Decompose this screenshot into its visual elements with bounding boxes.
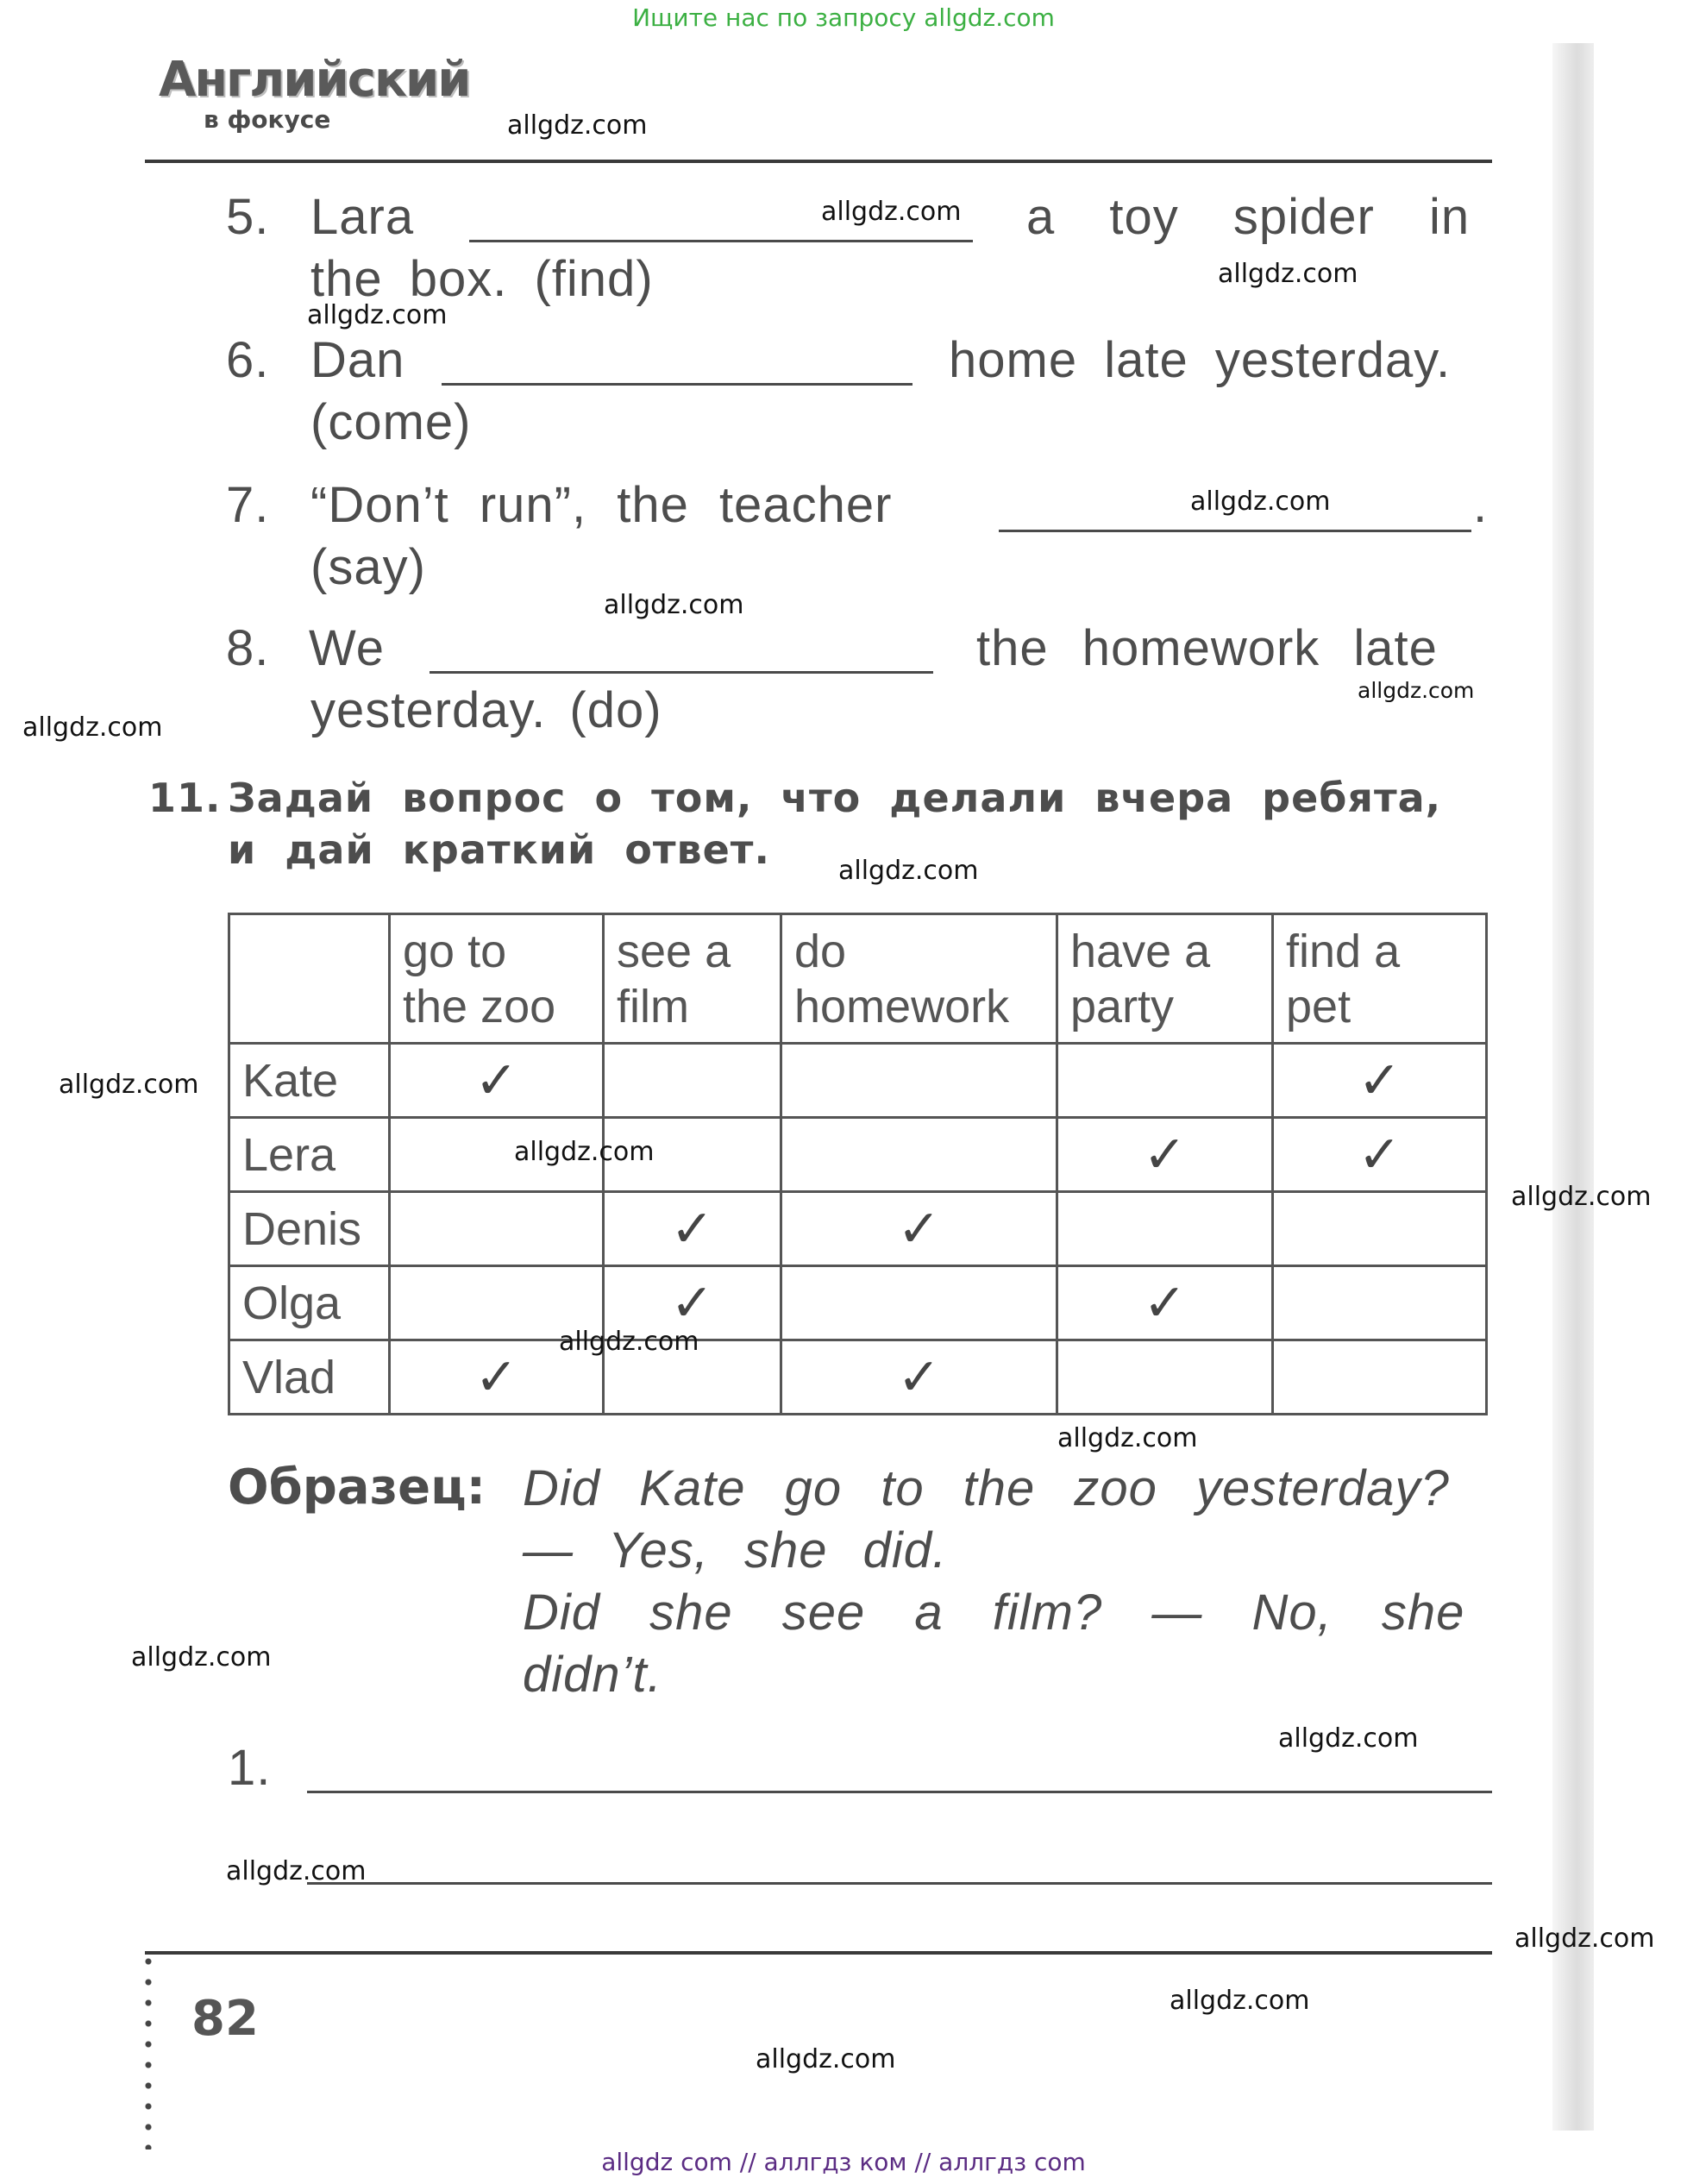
watermark[interactable]: allgdz.com: [1170, 1986, 1310, 2016]
check-cell: ✓: [390, 1340, 604, 1415]
table-header-cell: [604, 914, 781, 1044]
table-header-cell: [1057, 914, 1273, 1044]
book-logo-title: Английский: [159, 52, 470, 108]
check-cell: [781, 1266, 1057, 1340]
header-line: party: [1070, 981, 1175, 1032]
check-cell: [781, 1044, 1057, 1118]
check-cell: [390, 1192, 604, 1266]
page-number: 82: [191, 1991, 259, 2047]
exercise-8-blank: [430, 671, 933, 674]
check-cell: ✓: [1057, 1266, 1273, 1340]
sample-line-3: Did she see a film? — No, she: [523, 1585, 1465, 1641]
check-cell: ✓: [390, 1044, 604, 1118]
exercise-5-blank: [469, 240, 973, 242]
activities-table: [228, 913, 1488, 1415]
exercise-6-number: 6.: [226, 332, 270, 388]
check-cell: [781, 1118, 1057, 1192]
exercise-8-text-a: We: [309, 620, 385, 676]
header-line: have a: [1070, 926, 1211, 977]
check-cell: ✓: [604, 1266, 781, 1340]
watermark[interactable]: allgdz.com: [59, 1070, 199, 1100]
watermark[interactable]: allgdz.com: [838, 856, 979, 886]
header-line: see a: [617, 926, 731, 977]
header-line: pet: [1286, 981, 1351, 1032]
header-line: film: [617, 981, 689, 1032]
exercise-5-text-a: Lara: [310, 189, 415, 245]
row-name: Denis: [229, 1192, 390, 1266]
exercise-6-blank: [442, 383, 912, 386]
watermark[interactable]: allgdz.com: [1057, 1423, 1198, 1453]
sample-line-4: didn’t.: [523, 1647, 662, 1703]
answer-line-2: [307, 1882, 1492, 1885]
check-cell: [1057, 1340, 1273, 1415]
watermark[interactable]: allgdz.com: [131, 1642, 272, 1673]
watermark[interactable]: allgdz.com: [22, 712, 163, 743]
answer-1-number: 1.: [228, 1740, 272, 1796]
row-name: Olga: [229, 1266, 390, 1340]
watermark[interactable]: allgdz.com: [514, 1137, 655, 1167]
check-cell: [604, 1044, 781, 1118]
table-header-cell: [781, 914, 1057, 1044]
check-cell: [1273, 1192, 1487, 1266]
exercise-7-text-b: .: [1473, 477, 1489, 533]
watermark[interactable]: allgdz.com: [1358, 678, 1475, 703]
table-header-row: [229, 914, 1487, 1044]
watermark[interactable]: allgdz.com: [1190, 486, 1331, 517]
sample-line-1: Did Kate go to the zoo yesterday?: [523, 1460, 1450, 1516]
exercise-6-text-a: Dan: [310, 332, 405, 388]
header-line: do: [794, 926, 847, 977]
table-row: [229, 1044, 1487, 1118]
sample-label: Образец:: [228, 1459, 486, 1516]
watermark[interactable]: allgdz.com: [559, 1327, 699, 1357]
watermark[interactable]: allgdz.com: [226, 1856, 367, 1886]
task-11-line-2: и дай краткий ответ.: [228, 826, 770, 873]
watermark[interactable]: allgdz.com: [1218, 259, 1358, 289]
watermark[interactable]: allgdz.com: [307, 300, 448, 330]
exercise-7-text-a: “Don’t run”, the teacher: [310, 477, 893, 533]
header-line: go to: [403, 926, 507, 977]
check-cell: ✓: [604, 1192, 781, 1266]
exercise-5-text-b: a toy spider in: [1026, 189, 1471, 245]
page-edge-shadow: [1552, 43, 1594, 2131]
exercise-5-text-c: the box. (find): [310, 251, 654, 307]
table-row: [229, 1266, 1487, 1340]
check-cell: [1057, 1192, 1273, 1266]
watermark[interactable]: allgdz.com: [1511, 1182, 1652, 1212]
exercise-7-blank: [999, 530, 1471, 532]
check-cell: [1057, 1044, 1273, 1118]
table-header-cell: [1273, 914, 1487, 1044]
footer-dots: [145, 1951, 152, 2149]
table-row: [229, 1192, 1487, 1266]
watermark[interactable]: allgdz.com: [1515, 1924, 1655, 1954]
top-banner: Ищите нас по запросу allgdz.com: [632, 3, 1055, 32]
bottom-banner[interactable]: allgdz com // аллгдз ком // аллгдз com: [601, 2148, 1086, 2176]
footer-rule: [145, 1951, 1492, 1955]
exercise-7-number: 7.: [226, 477, 270, 533]
exercise-6-text-b: home late yesterday.: [949, 332, 1452, 388]
check-cell: ✓: [781, 1192, 1057, 1266]
watermark[interactable]: allgdz.com: [604, 590, 744, 620]
exercise-6-text-c: (come): [310, 394, 472, 450]
book-logo-subtitle: в фокусе: [204, 105, 331, 134]
task-11-line-1: Задай вопрос о том, что делали вчера ребята,: [228, 775, 1442, 821]
check-cell: ✓: [1273, 1118, 1487, 1192]
check-cell: [1273, 1266, 1487, 1340]
row-name: Lera: [229, 1118, 390, 1192]
exercise-7-text-c: (say): [310, 539, 426, 595]
answer-line-1: [307, 1791, 1492, 1793]
table-row: [229, 1340, 1487, 1415]
header-line: the zoo: [403, 981, 556, 1032]
exercise-5-number: 5.: [226, 189, 270, 245]
row-name: Kate: [229, 1044, 390, 1118]
sample-line-2: — Yes, she did.: [523, 1522, 948, 1578]
table-header-cell: [390, 914, 604, 1044]
check-cell: ✓: [781, 1340, 1057, 1415]
header-line: find a: [1286, 926, 1401, 977]
check-cell: ✓: [1057, 1118, 1273, 1192]
watermark[interactable]: allgdz.com: [1278, 1723, 1419, 1754]
table-corner-cell: [229, 914, 390, 1044]
check-cell: ✓: [1273, 1044, 1487, 1118]
exercise-8-text-c: yesterday. (do): [310, 682, 662, 738]
task-11-number: 11.: [148, 775, 222, 821]
row-name: Vlad: [229, 1340, 390, 1415]
exercise-8-text-b: the homework late: [976, 620, 1438, 676]
check-cell: [1273, 1340, 1487, 1415]
exercise-8-number: 8.: [226, 620, 270, 676]
table-row: [229, 1118, 1487, 1192]
header-line: homework: [794, 981, 1010, 1032]
watermark[interactable]: allgdz.com: [756, 2044, 896, 2074]
header-rule: [145, 160, 1492, 163]
watermark[interactable]: allgdz.com: [821, 197, 962, 227]
watermark[interactable]: allgdz.com: [507, 110, 648, 141]
